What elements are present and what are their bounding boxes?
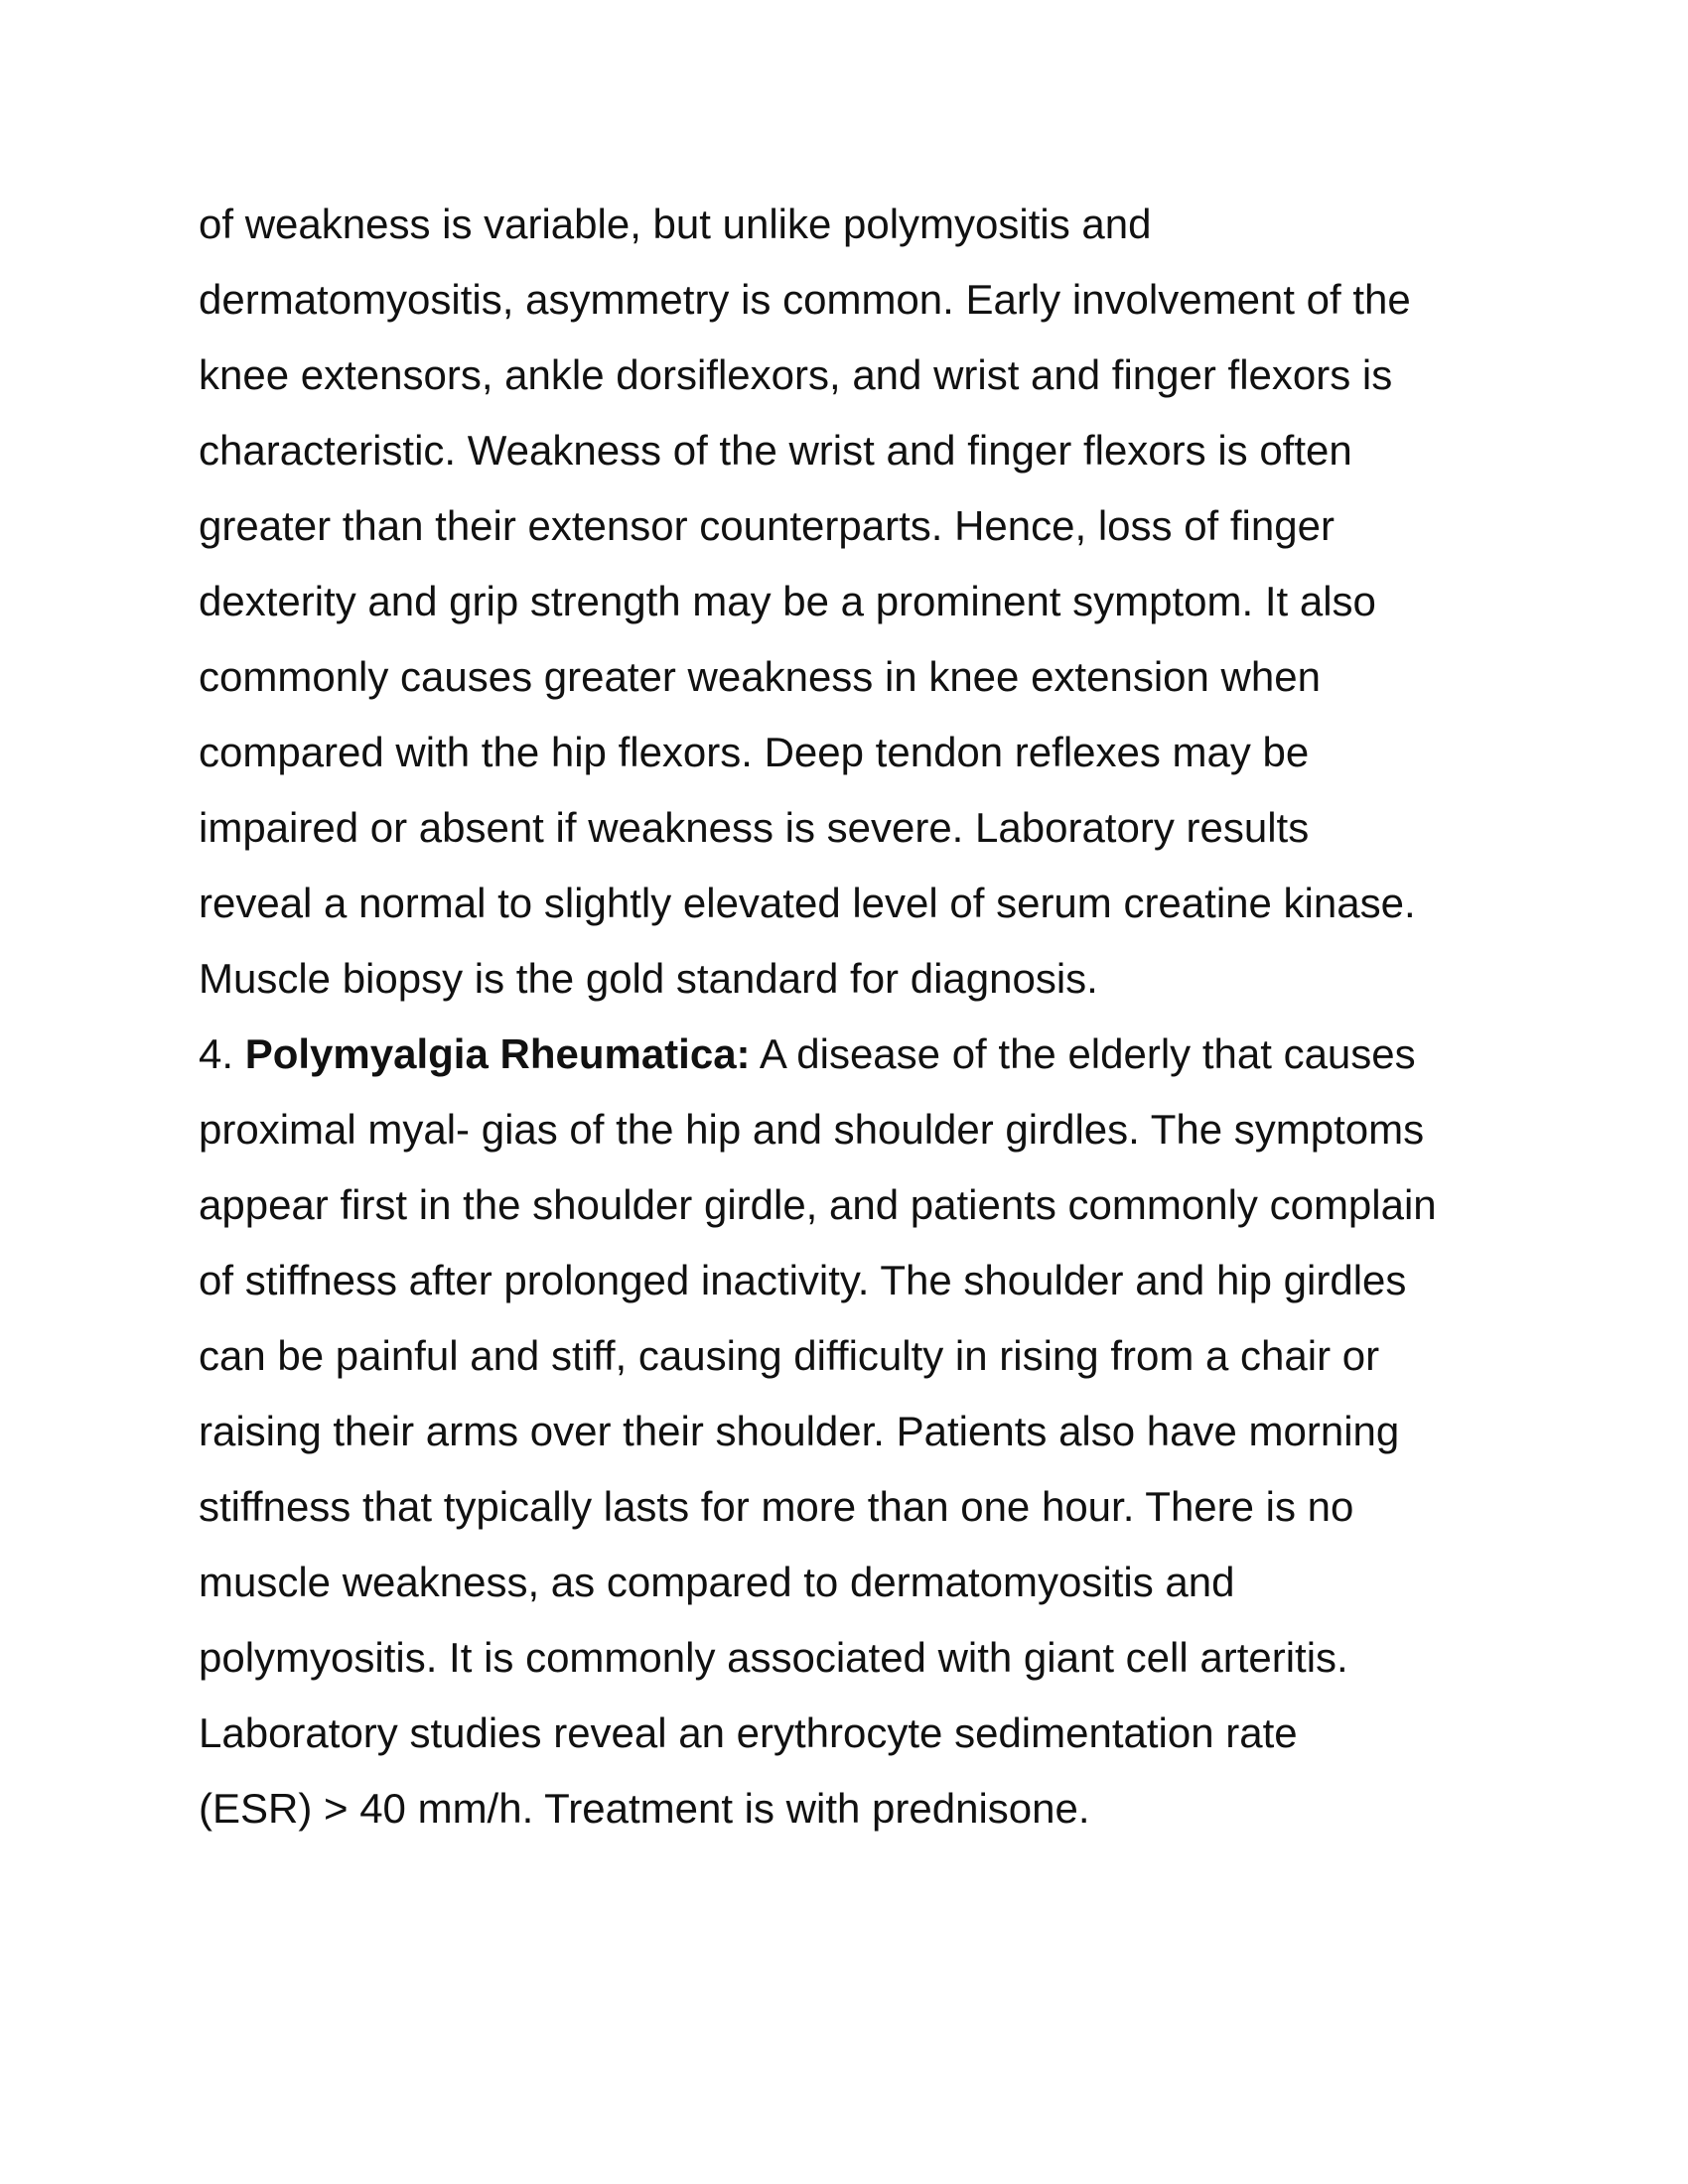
list-item-text: A disease of the elderly that causes: [750, 1030, 1416, 1077]
text-line: dexterity and grip strength may be a prominent symptom. It also: [199, 578, 1376, 624]
text-line: of stiffness after prolonged inactivity. The shoulder and hip girdles: [199, 1257, 1407, 1303]
list-item-heading: Polymyalgia Rheumatica:: [244, 1030, 751, 1077]
text-line: greater than their extensor counterparts. Hence, loss of finger: [199, 502, 1335, 549]
text-line: appear first in the shoulder girdle, and patients commonly complain: [199, 1181, 1437, 1228]
text-line: (ESR) > 40 mm/h. Treatment is with prednisone.: [199, 1785, 1090, 1832]
text-line: stiffness that typically lasts for more than one hour. There is no: [199, 1483, 1354, 1530]
text-line: knee extensors, ankle dorsiflexors, and wrist and finger flexors is: [199, 351, 1393, 398]
text-line: commonly causes greater weakness in knee extension when: [199, 653, 1321, 700]
text-line: dermatomyositis, asymmetry is common. Early involvement of the: [199, 276, 1411, 323]
text-line: of weakness is variable, but unlike polymyositis and: [199, 201, 1152, 247]
list-item-number: 4.: [199, 1030, 245, 1077]
text-line: polymyositis. It is commonly associated with giant cell arteritis.: [199, 1634, 1348, 1681]
text-line: characteristic. Weakness of the wrist and finger flexors is often: [199, 427, 1352, 474]
text-line: Muscle biopsy is the gold standard for diagnosis.: [199, 955, 1098, 1002]
list-item-4-first-line: [199, 1017, 1489, 1092]
text-line: muscle weakness, as compared to dermatomyositis and: [199, 1559, 1235, 1605]
text-line: impaired or absent if weakness is severe. Laboratory results: [199, 804, 1310, 851]
text-line: can be painful and stiff, causing difficulty in rising from a chair or: [199, 1332, 1380, 1379]
text-line: proximal myal- gias of the hip and shoulder girdles. The symptoms: [199, 1106, 1425, 1153]
text-line: raising their arms over their shoulder. Patients also have morning: [199, 1408, 1400, 1454]
body-text: [199, 187, 1489, 1846]
text-line: Laboratory studies reveal an erythrocyte sedimentation rate: [199, 1709, 1298, 1756]
text-line: compared with the hip flexors. Deep tendon reflexes may be: [199, 729, 1310, 775]
text-line: reveal a normal to slightly elevated level of serum creatine kinase.: [199, 880, 1416, 926]
